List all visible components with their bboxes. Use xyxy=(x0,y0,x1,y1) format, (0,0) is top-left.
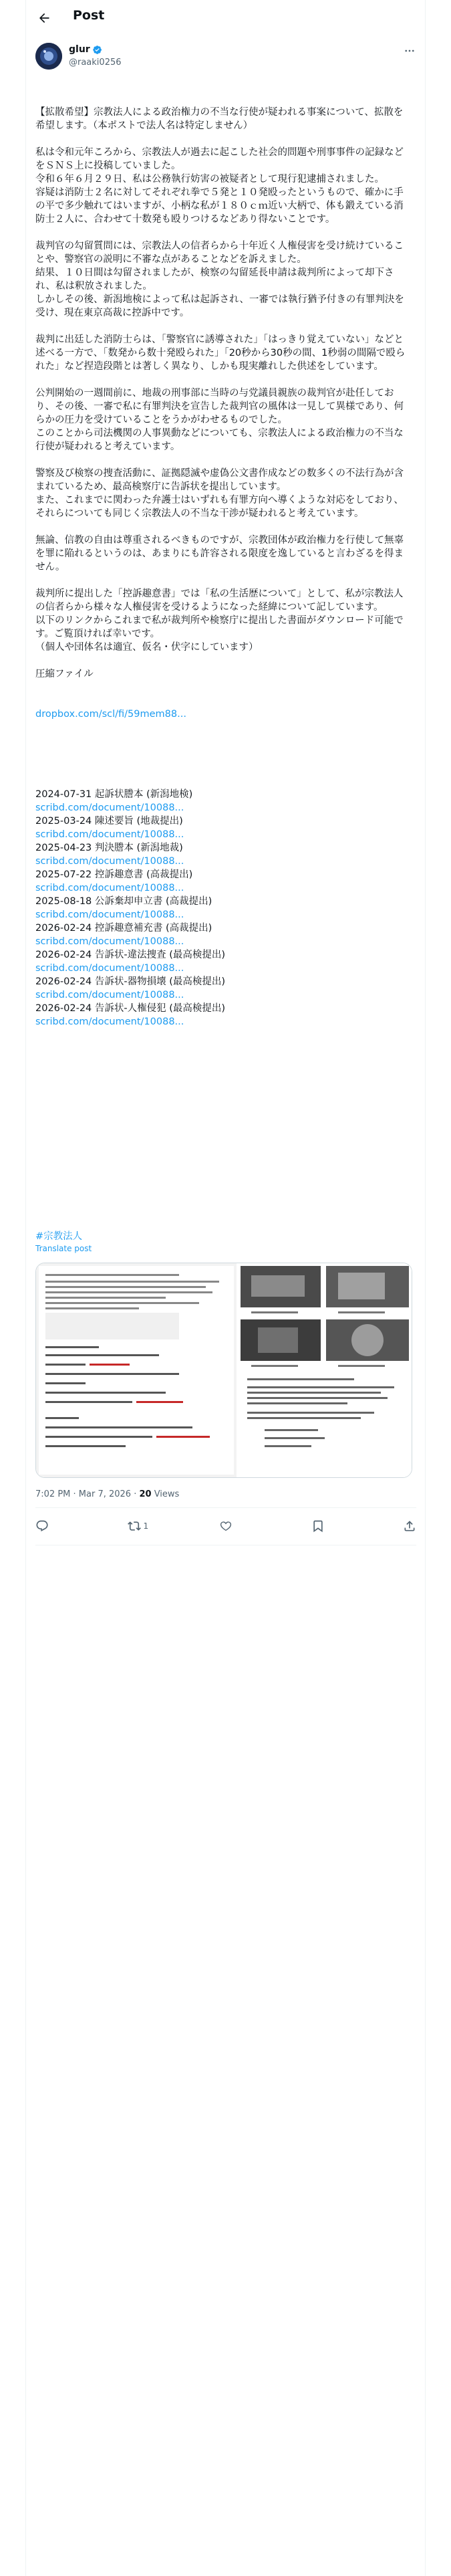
like-icon xyxy=(219,1519,233,1533)
spacer xyxy=(35,320,411,333)
bookmark-icon xyxy=(311,1519,325,1533)
more-button[interactable] xyxy=(403,44,416,58)
document-label: 2025-03-24 陳述要旨 (地裁提出) xyxy=(35,816,183,827)
repost-count: 1 xyxy=(143,1521,149,1531)
repost-icon xyxy=(128,1519,141,1533)
document-link[interactable]: scribd.com/document/10088... xyxy=(35,990,184,1000)
post-column xyxy=(25,0,426,2576)
post-line: 圧縮ファイル xyxy=(35,669,94,679)
post-paragraphs xyxy=(35,106,411,681)
avatar[interactable] xyxy=(35,43,62,70)
post-line: 結果、１０日間は勾留されましたが、検察の勾留延長申請は裁判所によって却下され、私は釈放されました。 xyxy=(35,267,394,292)
post-line: また、これまでに関わった弁護士はいずれも有罪方向へ導くような対応をしており、それらについても同じく宗教法人の不当な干渉が疑われると考えています。 xyxy=(35,495,404,519)
name-row xyxy=(69,44,102,55)
post-line: 以下のリンクからこれまで私が裁判所や検察庁に提出した書面がダウンロード可能です。ご覧頂ければ幸いです。 xyxy=(35,615,404,639)
post-meta xyxy=(35,1489,179,1499)
author-row xyxy=(35,43,416,75)
divider xyxy=(35,1507,416,1508)
post-line: 私は令和元年ころから、宗教法人が過去に起こした社会的問題や刑事事件の記録などをＳＮＳ上に投稿していました。 xyxy=(35,147,404,171)
spacer xyxy=(35,132,411,146)
spacer xyxy=(35,520,411,534)
back-arrow-icon xyxy=(37,11,51,25)
document-link[interactable]: scribd.com/document/10088... xyxy=(35,883,184,893)
spacer xyxy=(35,574,411,587)
header xyxy=(26,0,425,35)
post-time[interactable]: 7:02 PM · Mar 7, 2026 · xyxy=(35,1489,140,1499)
post-line: しかしその後、新潟地検によって私は起訴され、一審では執行猶予付きの有罪判決を受け、現在東京高裁に控訴中です。 xyxy=(35,294,404,318)
document-label: 2026-02-24 控訴趣意補充書 (高裁提出) xyxy=(35,923,212,934)
document-label: 2025-04-23 判決謄本 (新潟地裁) xyxy=(35,843,183,853)
views-count: 20 xyxy=(139,1489,152,1499)
post-line: 裁判官の勾留質問には、宗教法人の信者らから十年近く人権侵害を受け続けていることや、警察官の説明に不審な点があることなどを訴えました。 xyxy=(35,241,404,265)
document-link[interactable]: scribd.com/document/10088... xyxy=(35,909,184,920)
document-image[interactable] xyxy=(36,1263,238,1477)
document-label: 2026-02-24 告訴状-違法捜査 (最高検提出) xyxy=(35,950,226,960)
hashtag-link[interactable]: #宗教法人 xyxy=(35,1231,83,1242)
archive-link[interactable]: dropbox.com/scl/fi/59mem88... xyxy=(35,709,186,720)
document-link[interactable]: scribd.com/document/10088... xyxy=(35,829,184,840)
post-line: 裁判所に提出した「控訴趣意書」では「私の生活歴について」として、私が宗教法人の信者らから様々な人権侵害を受けるようになった経緯について記しています。 xyxy=(35,588,404,613)
bookmark-button[interactable] xyxy=(311,1519,338,1533)
document-link[interactable]: scribd.com/document/10088... xyxy=(35,856,184,867)
post-line: このことから司法機関の人事異動などについても、宗教法人による政治権力の不当な行使が疑われると考えています。 xyxy=(35,428,404,452)
reply-icon xyxy=(35,1519,49,1533)
document-label: 2026-02-24 告訴状-器物損壊 (最高検提出) xyxy=(35,976,226,987)
action-bar xyxy=(35,1513,416,1539)
post-line: 令和６年６月２９日、私は公務執行妨害の被疑者として現行犯逮捕されました。 xyxy=(35,174,384,185)
share-button[interactable] xyxy=(403,1519,416,1533)
post-line: 裁判に出廷した消防士らは、「警察官に誘導された」「はっきり覚えていない」などと述べる一方で、「数発から数十発殴られた」「20秒から30秒の間、1秒弱の間隔で殴られた」など捏造段階とは著しく異なり、しかも現実離れした供述をしています。 xyxy=(35,334,406,372)
translate-link[interactable]: Translate post xyxy=(35,1244,92,1253)
post-line: （個人や団体名は適宜、仮名・伏字にしています） xyxy=(35,642,259,653)
document-link[interactable]: scribd.com/document/10088... xyxy=(35,1016,184,1027)
post-line: 容疑は消防士２名に対してそれぞれ拳で５発と１０発殴ったというもので、確かに手の平で多少触れてはいますが、小柄な私が１８０ｃｍ近い大柄で、体も鍛えている消防士２人に、合わせて十数発も殴りつけるなどあり得ないことです。 xyxy=(35,187,404,225)
photo-grid[interactable] xyxy=(238,1263,412,1477)
repost-button[interactable] xyxy=(128,1519,154,1533)
photo-preview xyxy=(238,1263,412,1477)
spacer xyxy=(35,748,411,761)
document-link[interactable]: scribd.com/document/10088... xyxy=(35,802,184,813)
share-icon xyxy=(403,1519,416,1533)
document-preview xyxy=(36,1263,237,1477)
spacer xyxy=(35,453,411,467)
document-label: 2025-08-18 公訴棄却申立書 (高裁提出) xyxy=(35,896,212,907)
spacer xyxy=(35,226,411,239)
author-handle[interactable]: @raaki0256 xyxy=(69,58,122,68)
avatar-image xyxy=(35,43,62,70)
document-link[interactable]: scribd.com/document/10088... xyxy=(35,963,184,974)
post-line: 無論、信教の自由は尊重されるべきものですが、宗教団体が政治権力を行使して無辜を罪に陥れるというのは、あまりにも許容される限度を逸していると言わざるを得ません。 xyxy=(35,535,404,572)
document-list xyxy=(35,788,411,1029)
post-text xyxy=(35,79,411,1055)
media-attachments[interactable] xyxy=(35,1263,412,1478)
spacer xyxy=(35,654,411,667)
post-line: 公判開始の一週間前に、地裁の刑事部に当時の与党議員親族の裁判官が赴任しており、その後、一審で私に有罪判決を宣告した裁判官の風体は一見して異様であり、何らかの圧力を受けていることをうかがわせるものでした。 xyxy=(35,388,404,425)
like-button[interactable] xyxy=(219,1519,246,1533)
post-line: 警察及び検察の捜査活動に、証拠隠滅や虚偽公文書作成などの数多くの不法行為が含まれているため、最高検察庁に告訴状を提出しています。 xyxy=(35,468,404,492)
document-label: 2025-07-22 控訴趣意書 (高裁提出) xyxy=(35,869,193,880)
author-name[interactable]: glur xyxy=(69,44,90,55)
verified-badge-icon xyxy=(92,45,102,55)
document-link[interactable]: scribd.com/document/10088... xyxy=(35,936,184,947)
reply-button[interactable] xyxy=(35,1519,62,1533)
back-button[interactable] xyxy=(35,9,53,27)
page-title: Post xyxy=(73,8,105,23)
views-label: Views xyxy=(151,1489,180,1499)
spacer xyxy=(35,373,411,387)
more-icon xyxy=(404,45,416,57)
document-label: 2024-07-31 起訴状謄本 (新潟地検) xyxy=(35,789,193,800)
post-line: 【拡散希望】宗教法人による政治権力の不当な行使が疑われる事案について、拡散を希望します。（本ポストで法人名は特定しません） xyxy=(35,107,404,131)
document-label: 2026-02-24 告訴状-人権侵犯 (最高検提出) xyxy=(35,1003,226,1014)
